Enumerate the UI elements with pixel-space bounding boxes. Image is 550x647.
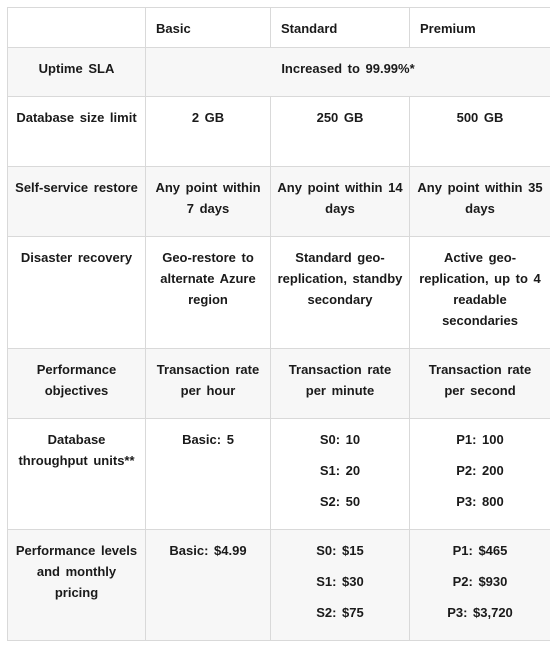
label-restore: Self-service restore [8,167,146,237]
price-p3: P3: $3,720 [447,605,513,620]
dtu-premium [410,419,550,530]
dtu-standard [271,419,410,530]
label-uptime: Uptime SLA [8,48,146,97]
price-p2: P2: $930 [452,574,508,589]
header-premium: Premium [410,8,550,48]
dbsize-basic: 2 GB [146,97,271,167]
disaster-standard: Standard geo-replication, standby secondary [271,237,410,349]
label-dtu: Database throughput units** [8,419,146,530]
dtu-basic-line: Basic: 5 [182,432,234,447]
uptime-value: Increased to 99.99%* [146,48,550,97]
row-dtu [8,419,550,530]
row-performance [8,349,550,419]
disaster-premium: Active geo-replication, up to 4 readable secondaries [410,237,550,349]
header-row [8,8,550,48]
pricing-standard [271,530,410,641]
header-basic: Basic [146,8,271,48]
restore-basic: Any point within 7 days [146,167,271,237]
row-dbsize [8,97,550,167]
dbsize-premium: 500 GB [410,97,550,167]
dtu-p3: P3: 800 [456,494,504,509]
dbsize-standard: 250 GB [271,97,410,167]
label-disaster: Disaster recovery [8,237,146,349]
dtu-p1: P1: 100 [456,432,504,447]
pricing-premium [410,530,550,641]
row-disaster [8,237,550,349]
label-dbsize: Database size limit [8,97,146,167]
header-standard: Standard [271,8,410,48]
restore-standard: Any point within 14 days [271,167,410,237]
dtu-s2: S2: 50 [319,494,361,509]
header-blank [8,8,146,48]
dtu-s0: S0: 10 [319,432,361,447]
label-performance: Performance objectives [8,349,146,419]
row-pricing [8,530,550,641]
perf-basic: Transaction rate per hour [146,349,271,419]
pricing-basic [146,530,271,641]
row-restore [8,167,550,237]
dtu-p2: P2: 200 [456,463,504,478]
comparison-table [7,7,550,641]
restore-premium: Any point within 35 days [410,167,550,237]
dtu-s1: S1: 20 [319,463,361,478]
label-pricing: Performance levels and monthly pricing [8,530,146,641]
perf-premium: Transaction rate per second [410,349,550,419]
dtu-basic [146,419,271,530]
price-p1: P1: $465 [452,543,508,558]
perf-standard: Transaction rate per minute [271,349,410,419]
price-s0: S0: $15 [316,543,364,558]
price-s1: S1: $30 [316,574,364,589]
price-s2: S2: $75 [316,605,364,620]
disaster-basic: Geo-restore to alternate Azure region [146,237,271,349]
price-basic: Basic: $4.99 [169,543,247,558]
row-uptime [8,48,550,97]
